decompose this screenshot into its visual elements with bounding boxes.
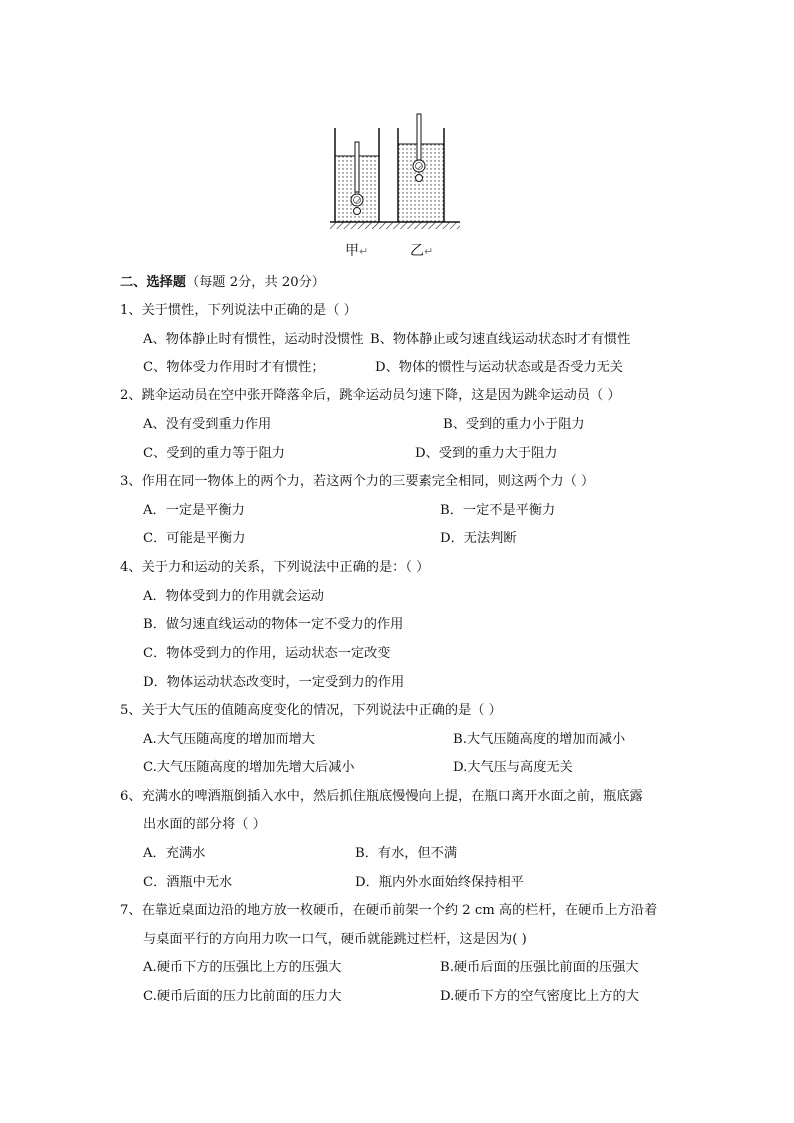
question-6-option-b: B．有水，但不满	[355, 846, 458, 861]
question-6-stem-cont: 出水面的部分将（ ）	[143, 817, 266, 832]
label-jia: 甲↵	[345, 243, 369, 259]
question-6-option-d: D．瓶内外水面始终保持相平	[355, 875, 524, 890]
question-7-option-c: C.硬币后面的压力比前面的压力大	[143, 989, 342, 1004]
question-6-stem: 6、充满水的啤酒瓶倒插入水中，然后抓住瓶底慢慢向上提，在瓶口离开水面之前，瓶底露	[120, 789, 643, 804]
question-1-stem: 1、关于惯性，下列说法中正确的是（ ）	[120, 303, 357, 318]
container-left	[335, 128, 379, 222]
question-3-option-c: C．可能是平衡力	[143, 531, 246, 546]
question-7-stem-cont: 与桌面平行的方向用力吹一口气，硬币就能跳过栏杆，这是因为( )	[143, 932, 527, 947]
question-7-option-a: A.硬币下方的压强比上方的压强大	[143, 960, 342, 975]
container-right	[398, 114, 444, 222]
question-1-option-d: D、物体的惯性与运动状态或是否受力无关	[375, 360, 623, 375]
question-2-option-a: A、没有受到重力作用	[143, 417, 272, 432]
question-5-stem: 5、关于大气压的值随高度变化的情况，下列说法中正确的是（ ）	[120, 703, 502, 718]
question-2-option-d: D、受到的重力大于阻力	[415, 446, 558, 461]
question-2-stem: 2、跳伞运动员在空中张开降落伞后，跳伞运动员匀速下降，这是因为跳伞运动员（ ）	[120, 388, 621, 403]
question-4-option-c: C．物体受到力的作用，运动状态一定改变	[143, 646, 391, 661]
question-1-option-a: A、物体静止时有惯性，运动时没惯性	[143, 332, 364, 347]
question-5-option-b: B.大气压随高度的增加而减小	[453, 732, 626, 747]
section-heading: 二、选择题（每题 2分，共 20分）	[120, 275, 325, 290]
question-6-option-c: C．酒瓶中无水	[143, 875, 233, 890]
question-7-option-b: B.硬币后面的压强比前面的压强大	[440, 960, 639, 975]
question-3-option-a: A．一定是平衡力	[143, 503, 245, 518]
question-3-option-b: B．一定不是平衡力	[440, 503, 556, 518]
question-5-option-c: C.大气压随高度的增加先增大后减小	[143, 760, 355, 775]
question-4-stem: 4、关于力和运动的关系，下列说法中正确的是：（ ）	[120, 560, 430, 575]
question-4-option-d: D．物体运动状态改变时，一定受到力的作用	[143, 675, 405, 690]
question-4-option-b: B．做匀速直线运动的物体一定不受力的作用	[143, 617, 404, 632]
question-6-option-a: A．充满水	[143, 846, 206, 861]
pressure-experiment-figure	[330, 108, 470, 266]
question-7-stem: 7、在靠近桌面边沿的地方放一枚硬币，在硬币前架一个约 2 cm 高的栏杆，在硬币上方沿着	[120, 903, 658, 918]
question-2-option-c: C、受到的重力等于阻力	[143, 446, 285, 461]
question-3-stem: 3、作用在同一物体上的两个力，若这两个力的三要素完全相同，则这两个力（ ）	[120, 474, 595, 489]
question-2-option-b: B、受到的重力小于阻力	[443, 417, 585, 432]
question-7-option-d: D.硬币下方的空气密度比上方的大	[440, 989, 639, 1004]
label-yi: 乙↵	[410, 243, 434, 259]
question-5-option-d: D.大气压与高度无关	[453, 760, 573, 775]
question-4-option-a: A．物体受到力的作用就会运动	[143, 589, 324, 604]
question-1-option-c: C、物体受力作用时才有惯性；	[143, 360, 325, 375]
question-1-option-b: B、物体静止或匀速直线运动状态时才有惯性	[370, 332, 631, 347]
question-5-option-a: A.大气压随高度的增加而增大	[143, 732, 315, 747]
question-3-option-d: D．无法判断	[440, 531, 517, 546]
